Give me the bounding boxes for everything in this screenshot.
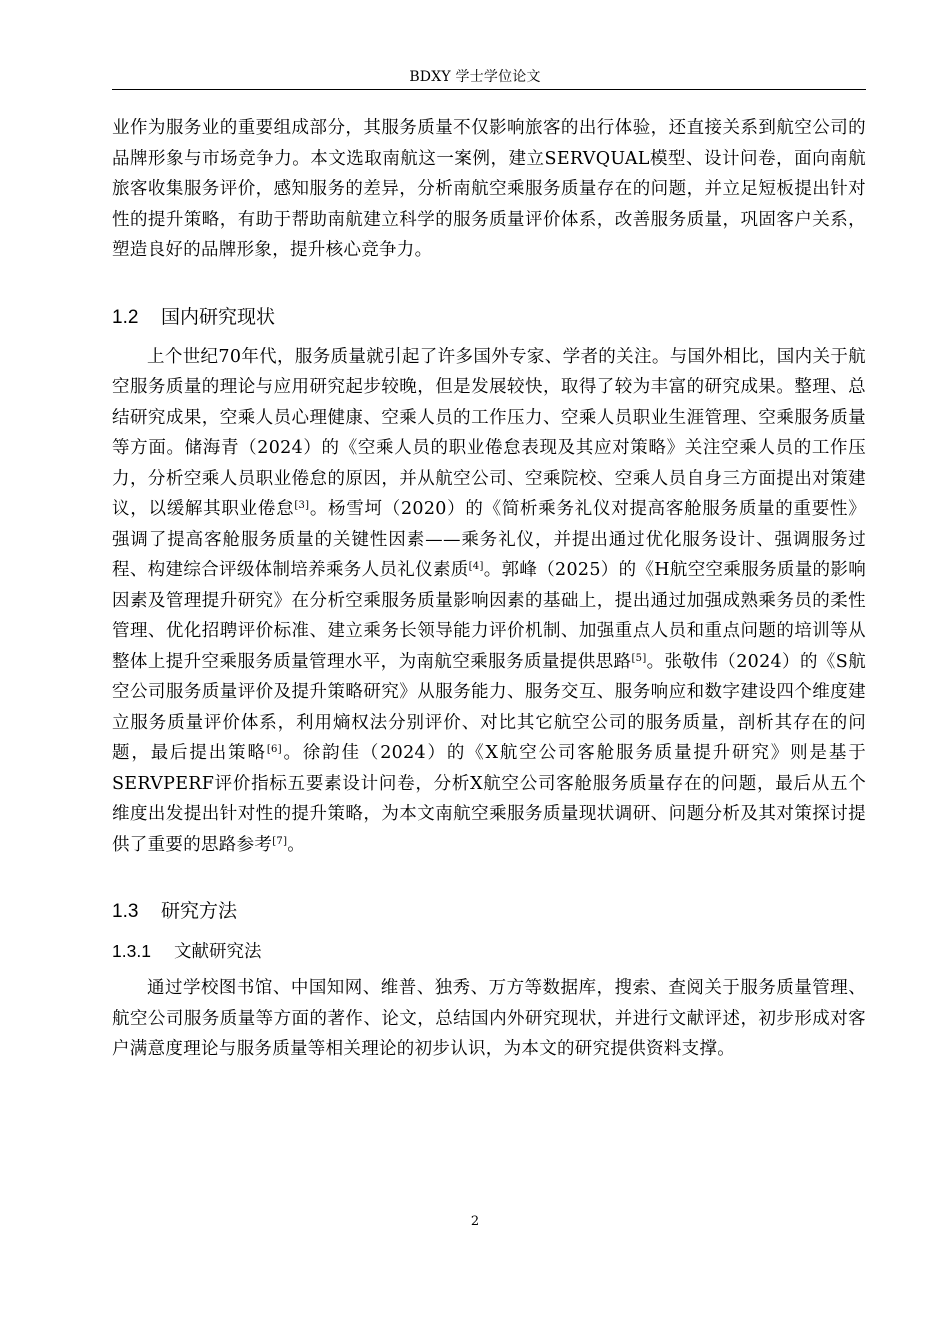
citation-ref: [4]	[468, 561, 484, 572]
subsection-title: 文献研究法	[174, 942, 262, 962]
page-body	[112, 113, 866, 1065]
subsection-heading-1-3-1	[112, 936, 866, 967]
section-heading-1-3	[112, 896, 866, 927]
section-title: 国内研究现状	[161, 305, 276, 328]
section-title: 研究方法	[161, 900, 238, 922]
page-number: 2	[470, 1214, 480, 1229]
running-header: BDXY 学士学位论文	[409, 69, 541, 85]
text-segment: 。张敬伟（2024）的《S航空公司服务质量评价及提升策略研究》从服务能力、服务交互、服务响应和数字建设四个维度建立服务质量评价体系，利用熵权法分别评价、对比其它航空公司的服务质量，剖析其存在的问题，最后提出策略	[112, 651, 866, 763]
text-segment: 上个世纪70年代，服务质量就引起了许多国外专家、学者的关注。与国外相比，国内关于航空服务质量的理论与应用研究起步较晚，但是发展较快，取得了较为丰富的研究成果。整理、总结研究成果，空乘人员心理健康、空乘人员的工作压力、空乘人员职业生涯管理、空乘服务质量等方面。储海青（2024）的《空乘人员的职业倦怠表现及其应对策略》关注空乘人员的工作压力，分析空乘人员职业倦怠的原因，并从航空公司、空乘院校、空乘人员自身三方面提出对策建议，以缓解其职业倦怠	[112, 346, 866, 519]
literature-method-paragraph: 通过学校图书馆、中国知网、维普、独秀、万方等数据库，搜索、查阅关于服务质量管理、航空公司服务质量等方面的著作、论文，总结国内外研究现状，并进行文献评述，初步形成对客户满意度理论与服务质量等相关理论的初步认识，为本文的研究提供资料支撑。	[112, 978, 866, 1059]
section-number: 1.2	[112, 306, 139, 328]
citation-ref: [6]	[266, 744, 282, 755]
section-heading-1-2	[112, 302, 866, 333]
intro-paragraph: 业作为服务业的重要组成部分，其服务质量不仅影响旅客的出行体验，还直接关系到航空公司的品牌形象与市场竞争力。本文选取南航这一案例，建立SERVQUAL模型、设计问卷，面向南航旅客收集服务评价，感知服务的差异，分析南航空乘服务质量存在的问题，并立足短板提出针对性的提升策略，有助于帮助南航建立科学的服务质量评价体系，改善服务质量，巩固客户关系，塑造良好的品牌形象，提升核心竞争力。	[112, 118, 866, 260]
text-segment: 。	[287, 834, 306, 855]
text-segment: 。杨雪坷（2020）的《简析乘务礼仪对提高客舱服务质量的重要性》强调了提高客舱服务质量的关键性因素——乘务礼仪，并提出通过优化服务设计、强调服务过程、构建综合评级体制培养乘务人员礼仪素质	[112, 499, 867, 580]
section-number: 1.3	[112, 901, 139, 922]
domestic-research-paragraph	[112, 342, 866, 861]
text-segment: 。徐韵佳（2024）的《X航空公司客舱服务质量提升研究》则是基于SERVPERF评价指标五要素设计问卷，分析X航空公司客舱服务质量存在的问题，最后从五个维度出发提出针对性的提升策略，为本文南航空乘服务质量现状调研、问题分析及其对策探讨提供了重要的思路参考	[112, 743, 867, 855]
text-segment: 。郭峰（2025）的《H航空空乘服务质量的影响因素及管理提升研究》在分析空乘服务质量影响因素的基础上，提出通过加强成熟乘务员的柔性管理、优化招聘评价标准、建立乘务长领导能力评价机制、加强重点人员和重点问题的培训等从整体上提升空乘服务质量管理水平，为南航空乘服务质量提供思路	[112, 560, 866, 672]
header-divider	[112, 89, 866, 90]
citation-ref: [5]	[631, 652, 647, 664]
citation-ref: [3]	[294, 500, 310, 511]
subsection-number: 1.3.1	[112, 941, 151, 961]
citation-ref: [7]	[272, 835, 288, 847]
